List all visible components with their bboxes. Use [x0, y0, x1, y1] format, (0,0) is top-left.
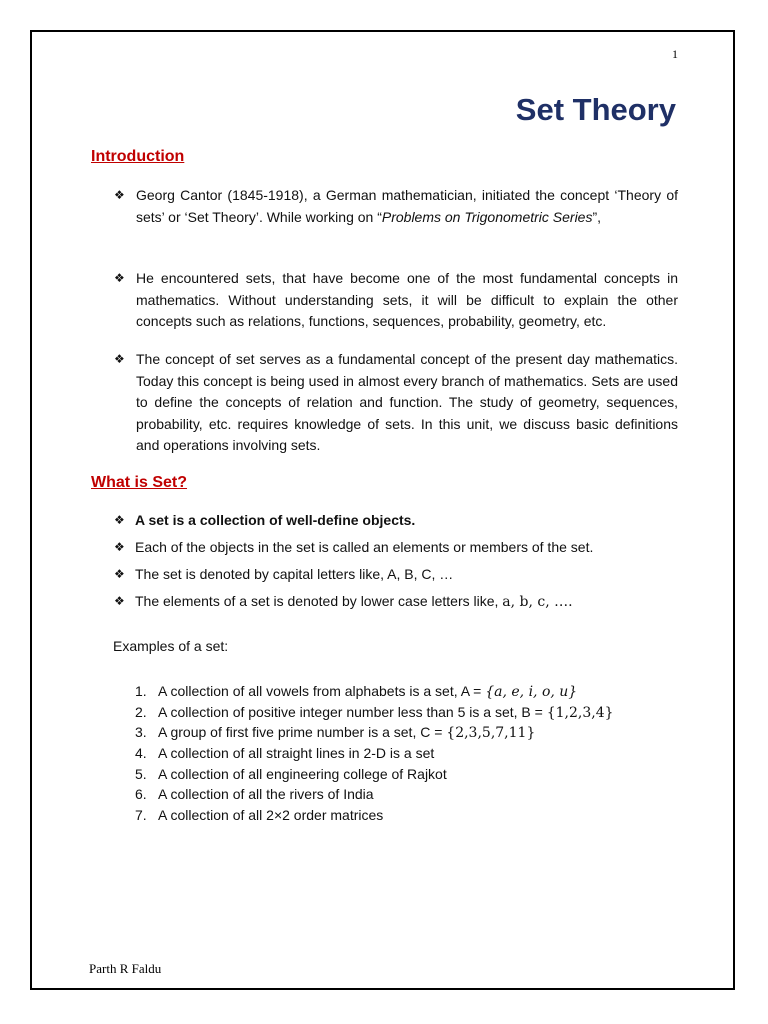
element-notation-text: The elements of a set is denoted by lower case letters like, — [135, 593, 503, 609]
list-item-number: 2. — [135, 703, 147, 720]
diamond-bullet-icon: ❖ — [114, 594, 125, 608]
list-item — [135, 764, 614, 785]
list-item-number: 4. — [135, 745, 147, 762]
list-item — [135, 743, 614, 764]
section-heading-introduction: Introduction — [91, 148, 185, 165]
list-item — [135, 702, 614, 723]
list-item-text: A collection of all vowels from alphabets is a set, A = — [158, 683, 486, 699]
list-item-math: {a, e, i, o, u} — [485, 684, 578, 700]
set-notation-note: The set is denoted by capital letters like, A, B, C, … — [135, 566, 454, 582]
set-definition: A set is a collection of well-define objects. — [135, 512, 416, 528]
list-item-text: A collection of positive integer number less than 5 is a set, B = — [158, 703, 547, 720]
page-title: Set Theory — [515, 92, 676, 127]
intro-paragraph-3: The concept of set serves as a fundamental concept of the present day mathematics. Today this concept is being used in almost every branch of mathematics. Sets are used to define the concepts of relation and function. The study of geometry, sequences, probability, etc. requires knowledge of sets. In this unit, we discuss basic definitions and operations involving sets. — [136, 351, 678, 454]
diamond-bullet-icon: ❖ — [114, 188, 125, 202]
list-item-number: 5. — [135, 765, 147, 782]
diamond-bullet-icon: ❖ — [114, 352, 125, 366]
intro-paragraph-1-tail: ”, — [592, 208, 602, 225]
list-item-number: 3. — [135, 724, 147, 741]
list-item-text: A collection of all the rivers of India — [158, 786, 374, 803]
intro-paragraph-1 — [136, 185, 678, 228]
set-elements-note: Each of the objects in the set is called an elements or members of the set. — [135, 539, 594, 555]
list-item — [135, 722, 614, 743]
list-item-text: A collection of all 2×2 order matrices — [158, 807, 384, 824]
list-item — [135, 805, 614, 826]
list-item-number: 1. — [135, 683, 147, 699]
list-item-math: {1,2,3,4} — [546, 704, 614, 721]
list-item-number: 6. — [135, 786, 147, 803]
examples-intro: Examples of a set: — [113, 638, 229, 654]
list-item — [135, 784, 614, 805]
page-number: 1 — [672, 47, 678, 61]
diamond-bullet-icon: ❖ — [114, 513, 125, 527]
element-notation-math: a, b, c, …. — [502, 594, 573, 610]
list-item-math: {2,3,5,7,11} — [446, 725, 536, 742]
diamond-bullet-icon: ❖ — [114, 567, 125, 581]
list-item — [135, 681, 614, 702]
examples-list — [135, 681, 614, 826]
section-heading-what-is-set: What is Set? — [91, 474, 188, 491]
list-item-text: A collection of all engineering college of Rajkot — [158, 765, 447, 782]
diamond-bullet-icon: ❖ — [114, 271, 125, 285]
intro-paragraph-1-text: Georg Cantor (1845-1918), a German mathematician, initiated the concept ‘Theory of sets’ or ‘Set Theory’. While working on “ — [136, 187, 678, 225]
footer-author: Parth R Faldu — [89, 961, 162, 976]
list-item-text: A group of first five prime number is a set, C = — [158, 724, 447, 741]
intro-paragraph-2: He encountered sets, that have become one of the most fundamental concepts in mathematics. Without understanding sets, it will be difficult to explain the other concepts such as relations, functions, sequences, probability, geometry, etc. — [136, 270, 678, 330]
element-notation-note — [135, 591, 573, 612]
list-item-number: 7. — [135, 807, 147, 824]
list-item-text: A collection of all straight lines in 2-D is a set — [158, 745, 435, 762]
intro-paragraph-1-italic: Problems on Trigonometric Series — [381, 208, 593, 225]
diamond-bullet-icon: ❖ — [114, 540, 125, 554]
